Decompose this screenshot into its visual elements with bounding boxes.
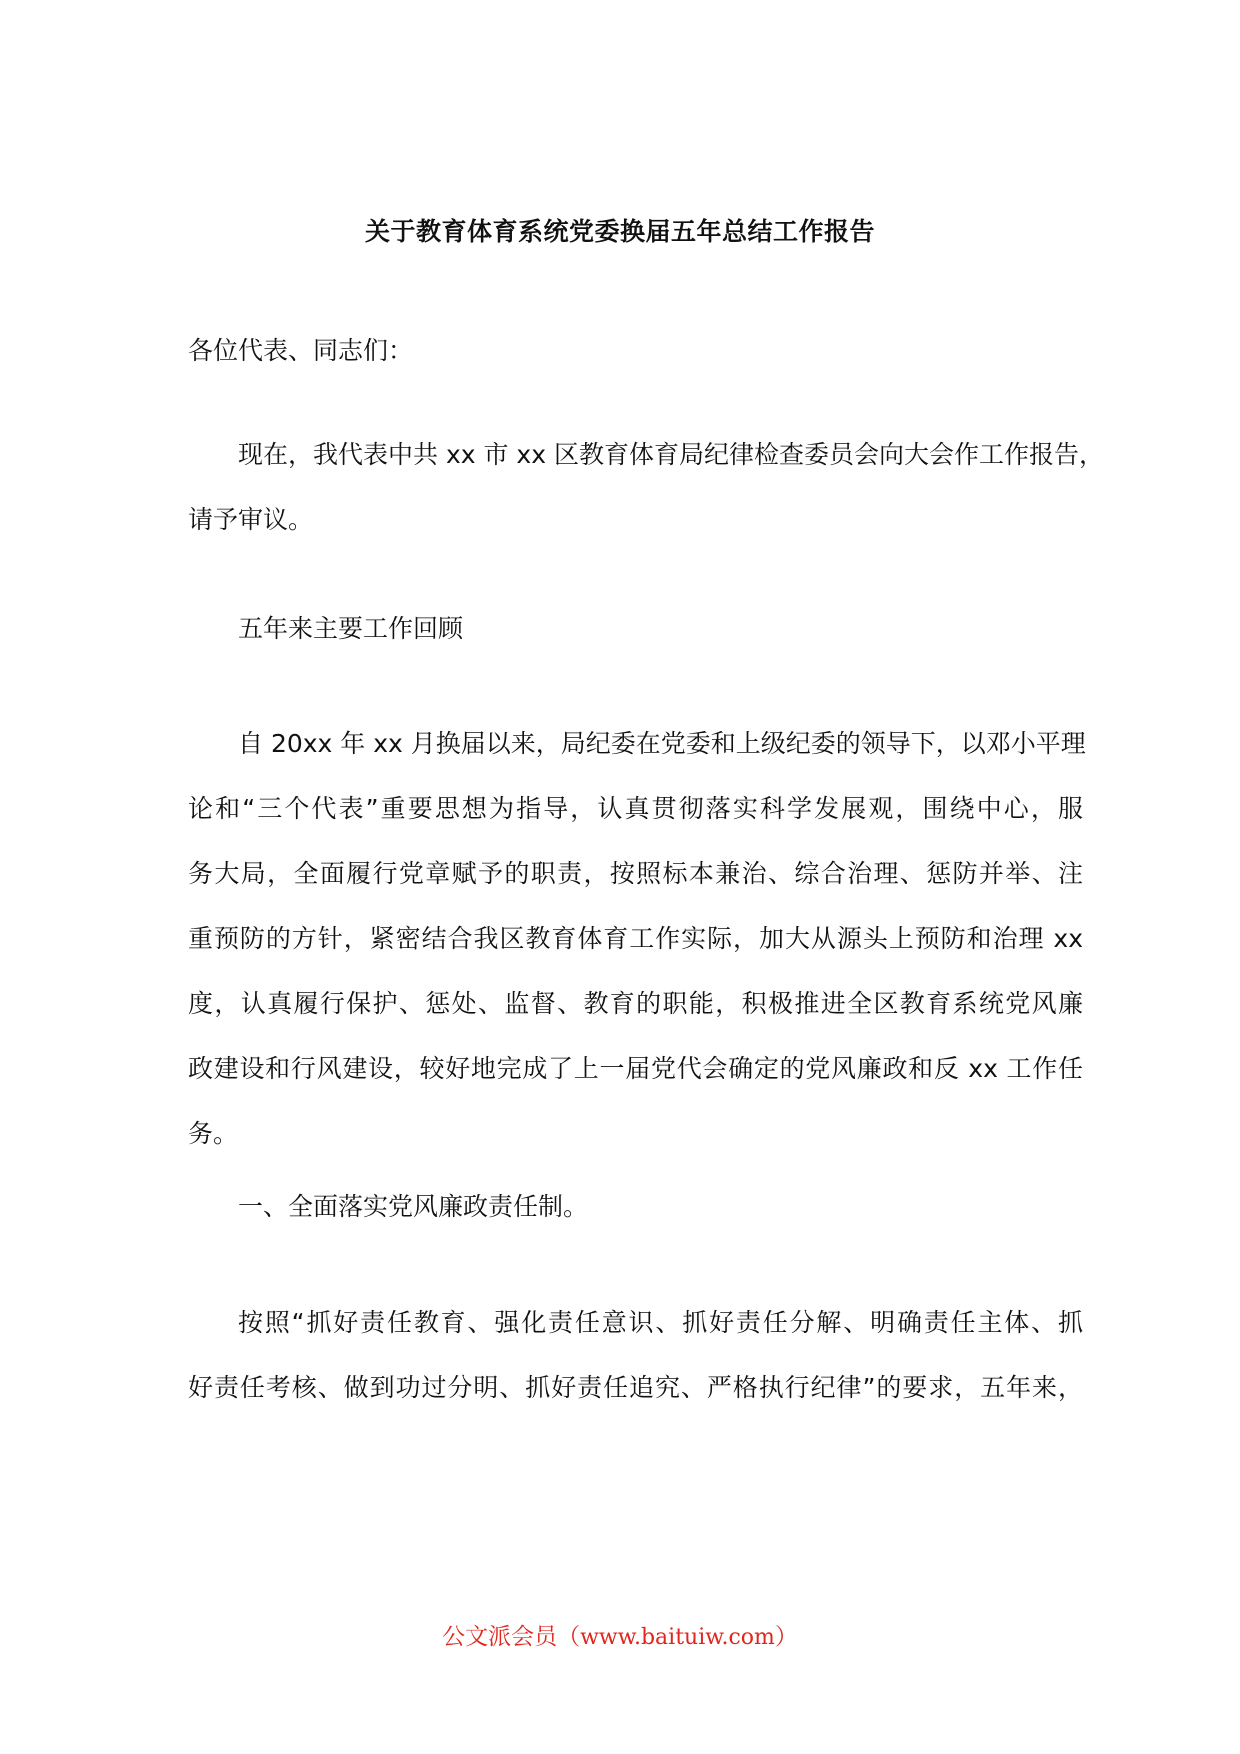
section-heading-review — [188, 596, 1083, 661]
paragraph-line: 好责任考核、做到功过分明、抓好责任追究、严格执行纪律”的要求，五年来， — [188, 1373, 1083, 1402]
paragraph-line: 度，认真履行保护、惩处、监督、教育的职能，积极推进全区教育系统党风廉 — [188, 989, 1083, 1018]
section-heading-one — [188, 1174, 1083, 1239]
footer-open-paren: （ — [557, 1624, 581, 1650]
salutation-text: 各位代表、同志们： — [188, 336, 414, 365]
paragraph-line: 自 20xx 年 xx 月换届以来，局纪委在党委和上级纪委的领导下，以邓小平理 — [238, 729, 1086, 758]
paragraph-line: 请予审议。 — [188, 505, 314, 534]
paragraph-opening — [188, 422, 1104, 552]
paragraph-line: 务大局，全面履行党章赋予的职责，按照标本兼治、综合治理、惩防并举、注 — [188, 859, 1083, 888]
section-heading-text: 五年来主要工作回顾 — [238, 614, 464, 643]
paragraph-line: 重预防的方针，紧密结合我区教育体育工作实际，加大从源头上预防和治理 xx — [188, 924, 1083, 953]
paragraph-review — [188, 711, 1086, 1166]
footer-close-paren: ） — [774, 1624, 798, 1650]
paragraph-line: 按照“抓好责任教育、强化责任意识、抓好责任分解、明确责任主体、抓 — [238, 1308, 1083, 1337]
footer-watermark — [0, 1618, 1240, 1651]
paragraph-line: 政建设和行风建设，较好地完成了上一届党代会确定的党风廉政和反 xx 工作任 — [188, 1054, 1083, 1083]
salutation — [188, 318, 1083, 383]
footer-brand: 公文派会员 — [442, 1624, 558, 1650]
paragraph-line: 论和“三个代表”重要思想为指导，认真贯彻落实科学发展观，围绕中心，服 — [188, 794, 1083, 823]
footer-url-link[interactable]: www.baituiw.com — [580, 1625, 775, 1650]
section-heading-text: 一、全面落实党风廉政责任制。 — [238, 1192, 589, 1221]
paragraph-responsibility — [188, 1290, 1083, 1420]
document-title: 关于教育体育系统党委换届五年总结工作报告 — [364, 217, 875, 246]
paragraph-line: 现在，我代表中共 xx 市 xx 区教育体育局纪律检查委员会向大会作工作报告， — [238, 440, 1104, 469]
paragraph-line: 务。 — [188, 1119, 239, 1148]
